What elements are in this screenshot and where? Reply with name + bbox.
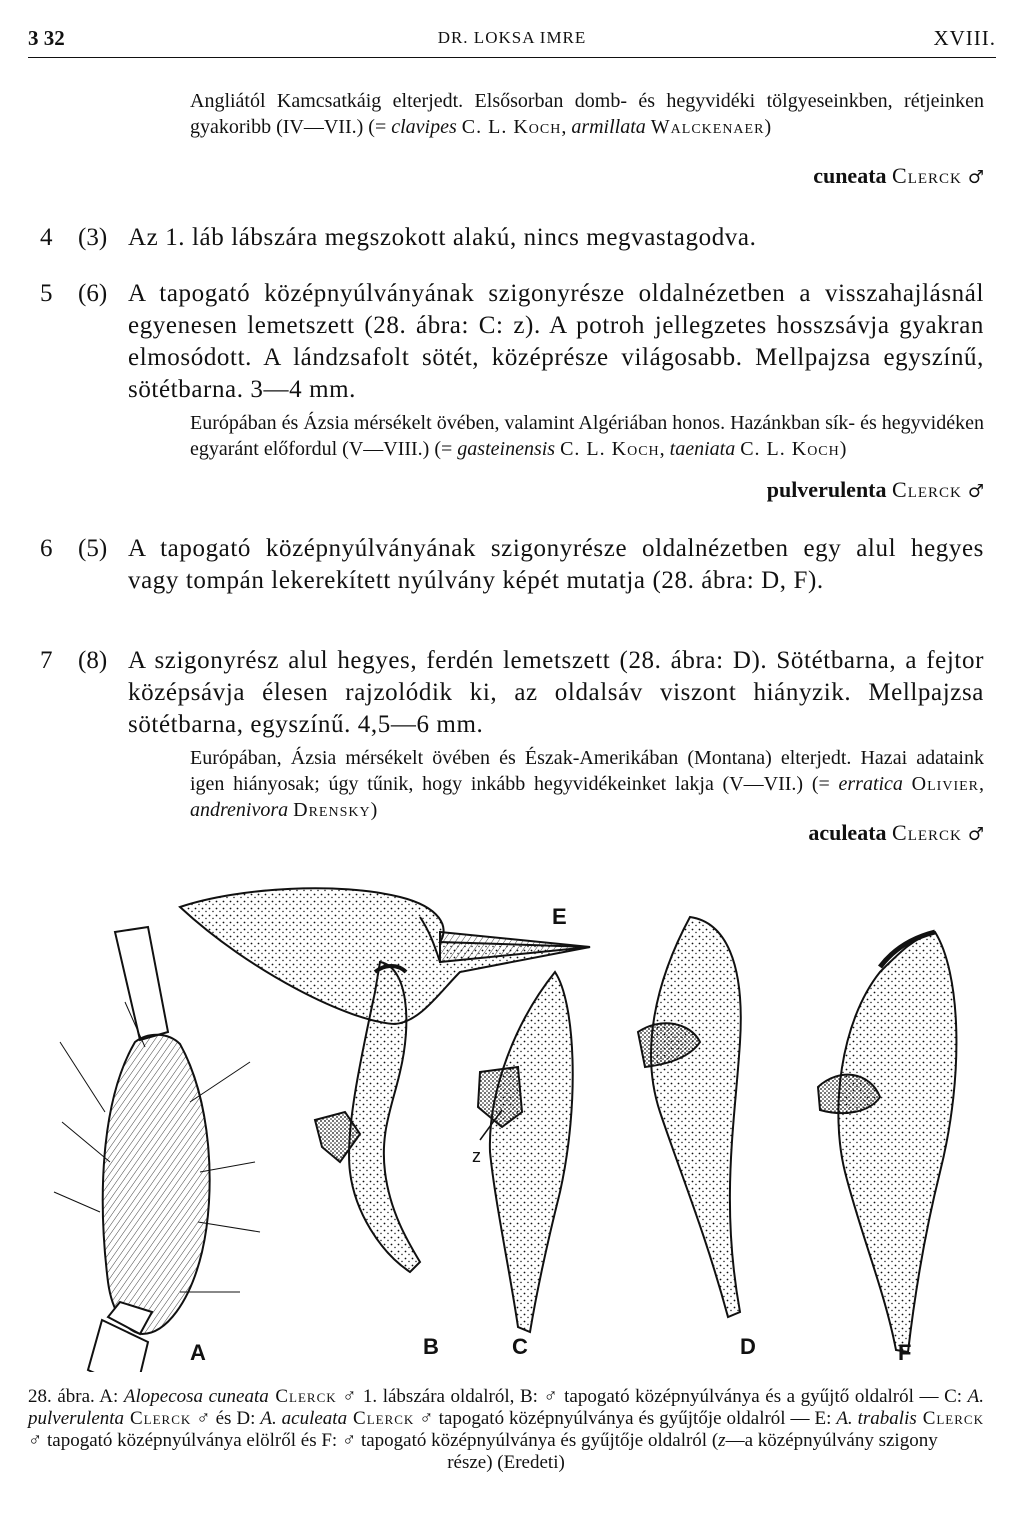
figure-caption: 28. ábra. A: Alopecosa cuneata Clerck ♂ 1. lábszára oldalról, B: ♂ tapogató középnyúlványa és a gyűjtő oldalról — C: A. pulverulenta Clerck ♂ és D: A. aculeata Clerck ♂ tapogató középnyúlványa és gyűjtője oldalról — E: A. trabalis Clerck ♂ tapogató középnyúlványa elölről és F: ♂ tapogató középnyúlványa és gyűjtője oldalról (z—a középnyúlvány szigony része) (Eredeti) (28, 1386, 984, 1473)
synonym: gasteinensis (457, 438, 556, 460)
chapter-number: XVIII. (933, 26, 996, 50)
distribution-note-aculeata: Európában, Ázsia mérsékelt övében és Észak-Amerikában (Montana) elterjedt. Hazai adataink igen hiányosak; úgy tűnik, hogy inkább hegyvidékeinket lakja (V—VII.) (= erratica Olivier, andrenivora Drensky) (190, 747, 984, 821)
synonym: taeniata (669, 438, 736, 460)
synonym: erratica (838, 773, 903, 795)
male-symbol-icon: ♂ (967, 824, 984, 845)
figure-label-b: B (423, 1334, 439, 1359)
species-name-aculeata: aculeata Clerck ♂ (808, 820, 984, 845)
figure-label-d: D (740, 1334, 756, 1359)
figure-label-z: z (472, 1146, 481, 1166)
figure-28-drawings (40, 872, 990, 1372)
species-name-cuneata: cuneata Clerck ♂ (813, 163, 984, 188)
distribution-note-pulverulenta: Európában és Ázsia mérsékelt övében, valamint Algériában honos. Hazánkban sík- és hegyvidéken egyaránt előfordul (V—VIII.) (= gasteinensis C. L. Koch, taeniata C. L. Koch) (190, 412, 984, 460)
synonym: armillata (571, 116, 646, 138)
male-symbol-icon: ♂ (967, 167, 984, 188)
figure-label-c: C (512, 1334, 528, 1359)
male-symbol-icon: ♂ (967, 481, 984, 502)
drawing-d-median-apophysis (638, 917, 741, 1317)
running-header (28, 26, 996, 66)
species-name-pulverulenta: pulverulenta Clerck ♂ (766, 477, 984, 502)
page-number: 3 32 (28, 26, 65, 50)
key-entry-5: 5 (6) A tapogató középnyúlványának szigonyrésze oldalnézetben a visszahajlásnál egyenesen lemetszett (28. ábra: C: z). A potroh jellegzetes hosszsávja gyakran elmosódott. A lándzsafolt sötét, középrésze világosabb. Mellpajzsa egyszínű, sötétbarna. 3—4 mm. (40, 280, 984, 403)
synonym: clavipes (391, 116, 457, 138)
figure-28 (40, 872, 990, 1372)
synonym: andrenivora (190, 799, 289, 821)
running-author: DR. LOKSA IMRE (437, 28, 587, 47)
key-entry-7: 7 (8) A szigonyrész alul hegyes, ferdén lemetszett (28. ábra: D). Sötétbarna, a fejtor középsávja élesen rajzolódik ki, az oldalsáv viszont hiányzik. Mellpajzsa sötétbarna, egyszínű. 4,5—6 mm. (40, 647, 984, 738)
key-entry-6: 6 (5) A tapogató középnyúlványának szigonyrésze oldalnézetben egy alul hegyes vagy tompán lekerekített nyúlvány képét mutatja (28. ábra: D, F). (40, 535, 984, 594)
header-rule (28, 57, 996, 58)
figure-label-f: F (898, 1340, 912, 1365)
figure-label-e: E (552, 904, 567, 929)
distribution-note-cuneata: Angliától Kamcsatkáig elterjedt. Elsősorban domb- és hegyvidéki tölgyeseinkben, rétjeinken gyakoribb (IV—VII.) (= clavipes C. L. Koch, armillata Walckenaer) (190, 90, 984, 138)
drawing-a-tibia (54, 927, 260, 1372)
drawing-c-median-apophysis (478, 972, 573, 1332)
key-entry-4: 4 (3) Az 1. láb lábszára megszokott alakú, nincs megvastagodva. (40, 224, 757, 251)
drawing-f-median-apophysis (818, 932, 956, 1352)
figure-label-a: A (190, 1340, 206, 1365)
